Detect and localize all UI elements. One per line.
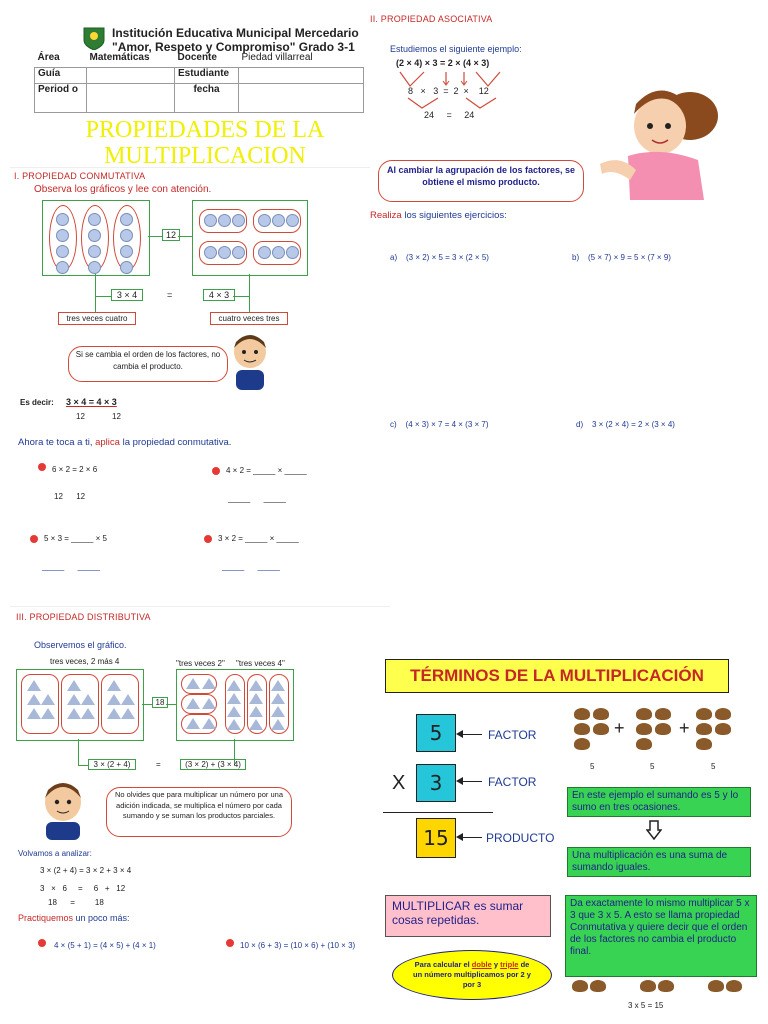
divider: [10, 606, 390, 607]
exercise-2-blanks[interactable]: _____ _____: [228, 494, 286, 503]
info-conmutativa: Da exactamente lo mismo multiplicar 5 x 3 que 3 x 5. A esto se llama propiedad Conmutativa y quiere decir que el orden de los factores no cambia el producto final.: [565, 895, 757, 977]
down-arrow-icon: [646, 820, 662, 845]
bullet-icon: [212, 467, 220, 475]
cell-guia-value[interactable]: [87, 68, 175, 84]
plus-sign: +: [614, 718, 625, 738]
institution-motto: "Amor, Respeto y Compromiso" Grado 3-1: [112, 40, 355, 54]
label-tres-veces-2: "tres veces 2": [176, 659, 225, 668]
practice-1: 4 × (5 + 1) = (4 × 5) + (4 × 1): [54, 941, 156, 950]
asociativa-exercise-c[interactable]: c) (4 × 3) × 7 = 4 × (3 × 7): [390, 420, 489, 429]
distributiva-heading: III. PROPIEDAD DISTRIBUTIVA: [16, 612, 151, 622]
asociativa-exercise-a[interactable]: a) (3 × 2) × 5 = 3 × (2 × 5): [390, 253, 489, 262]
bullet-icon: [204, 535, 212, 543]
groups-right-box: [192, 200, 308, 276]
exercise-2[interactable]: 4 × 2 = _____ × _____: [226, 466, 307, 475]
cell-area: Área: [37, 52, 60, 63]
page-title: PROPIEDADES DE LA MULTIPLICACION: [85, 117, 325, 163]
distributiva-line-1: 3 × (2 + 4) = 3 × 2 + 3 × 4: [40, 866, 132, 875]
exercise-1-result: 12 12: [54, 492, 86, 501]
label-cuatro-veces-tres: cuatro veces tres: [210, 312, 288, 325]
factor-1-box: 5: [416, 714, 456, 752]
conmutativa-intro: Observa los gráficos y lee con atención.: [34, 184, 212, 195]
volvamos-label: Volvamos a analizar:: [18, 849, 92, 858]
es-decir-eq: 3 × 4 = 4 × 3: [66, 397, 117, 407]
conmutativa-heading: I. PROPIEDAD CONMUTATIVA: [14, 171, 146, 181]
bullet-icon: [38, 463, 46, 471]
bullet-icon: [226, 939, 234, 947]
conmutativa-speech-bubble: Si se cambia el orden de los factores, no cambia el producto.: [68, 346, 228, 382]
count-1: 5: [590, 762, 595, 771]
cell-estudiante: Estudiante: [175, 68, 239, 84]
asociativa-eq3: 24 = 24: [424, 110, 475, 120]
count-3: 5: [711, 762, 716, 771]
factor-1-label: FACTOR: [488, 728, 537, 742]
product-box: 15: [416, 818, 456, 858]
es-decir-res-left: 12: [76, 412, 85, 421]
factor-2-label: FACTOR: [488, 775, 537, 789]
exercise-1: 6 × 2 = 2 × 6: [52, 465, 98, 474]
practiquemos-label: Practiquemos un poco más:: [18, 913, 130, 923]
asociativa-intro: Estudiemos el siguiente ejemplo:: [390, 44, 522, 54]
label-tres-veces-2-mas-4: tres veces, 2 más 4: [50, 657, 120, 666]
info-doble-triple: Para calcular el doble y triple de un número multiplicamos por 2 y por 3: [392, 950, 552, 1000]
exercise-3[interactable]: 5 × 3 = _____ × 5: [44, 534, 107, 543]
factor-2-box: 3: [416, 764, 456, 802]
distributiva-intro: Observemos el gráfico.: [34, 640, 127, 650]
conmutativa-prompt: Ahora te toca a ti, aplica la propiedad conmutativa.: [18, 437, 232, 448]
asociativa-exercise-b[interactable]: b) (5 × 7) × 9 = 5 × (7 × 9): [572, 253, 671, 262]
school-logo: [82, 26, 106, 50]
label-tres-veces-cuatro: tres veces cuatro: [58, 312, 136, 325]
asociativa-exercise-d[interactable]: d) 3 × (2 × 4) = 2 × (3 × 4): [576, 420, 675, 429]
distributiva-right-box: [176, 669, 294, 741]
cell-periodo-value[interactable]: [87, 84, 175, 113]
bird-row: [572, 980, 742, 992]
distributiva-line-3: 18 = 18: [48, 898, 104, 907]
divider: [10, 167, 370, 168]
product-line: [383, 812, 493, 813]
cell-fecha: fecha: [175, 84, 239, 113]
cell-teacher: Piedad villarreal: [241, 52, 313, 63]
expr-equals: =: [167, 290, 173, 300]
groups-left-box: [42, 200, 150, 276]
es-decir-label: Es decir:: [20, 398, 54, 407]
plus-sign: +: [679, 718, 690, 738]
boy-character: [228, 334, 272, 390]
cell-subject: Matemáticas: [89, 52, 150, 63]
multiply-sign: X: [392, 772, 406, 794]
distributiva-equals: =: [156, 760, 161, 769]
product-label: PRODUCTO: [486, 831, 555, 845]
distributiva-total: 18: [152, 697, 168, 708]
distributiva-expr-right: (3 × 2) + (3 × 4): [180, 759, 246, 770]
conmutativa-total: 12: [162, 229, 180, 241]
asociativa-speech-bubble: Al cambiar la agrupación de los factores, se obtiene el mismo producto.: [378, 160, 584, 202]
info-suma-iguales: Una multiplicación es una suma de sumando iguales.: [567, 847, 751, 877]
girl-character: [590, 84, 730, 200]
header-table: [34, 52, 364, 113]
distributiva-speech-bubble: No olvides que para multiplicar un número por una adición indicada, se multiplica el número por cada sumando y se suman los productos parciales.: [106, 787, 292, 837]
bullet-icon: [38, 939, 46, 947]
exercise-4[interactable]: 3 × 2 = _____ × _____: [218, 534, 299, 543]
label-tres-veces-4: "tres veces 4": [236, 659, 285, 668]
es-decir-res-right: 12: [112, 412, 121, 421]
info-sumando: En este ejemplo el sumando es 5 y lo sumo en tres ocasiones.: [567, 787, 751, 817]
info-multiplicar: MULTIPLICAR es sumar cosas repetidas.: [385, 895, 551, 937]
institution-name: Institución Educativa Municipal Mercedario: [112, 26, 359, 40]
asociativa-prompt: Realiza los siguientes ejercicios:: [370, 210, 507, 221]
count-2: 5: [650, 762, 655, 771]
expr-left: 3 × 4: [111, 289, 143, 301]
exercise-3-blanks[interactable]: _____ _____: [42, 562, 100, 571]
distributiva-left-box: [16, 669, 144, 741]
cell-periodo: Period o: [35, 84, 87, 113]
result-equation: 3 x 5 = 15: [628, 1001, 664, 1010]
cell-student-value[interactable]: [239, 68, 364, 84]
practice-2: 10 × (6 + 3) = (10 × 6) + (10 × 3): [240, 941, 356, 950]
cell-date-value[interactable]: [239, 84, 364, 113]
asociativa-eq: (2 × 4) × 3 = 2 × (4 × 3): [396, 58, 490, 68]
terminos-title: TÉRMINOS DE LA MULTIPLICACIÓN: [385, 659, 729, 693]
distributiva-expr-left: 3 × (2 + 4): [88, 759, 136, 770]
bullet-icon: [30, 535, 38, 543]
bird-group-2: [636, 708, 676, 750]
exercise-4-blanks[interactable]: _____ _____: [222, 562, 280, 571]
boy-character-2: [38, 780, 88, 840]
cell-guia: Guía: [35, 68, 87, 84]
expr-right: 4 × 3: [203, 289, 235, 301]
distributiva-line-2: 3 × 6 = 6 + 12: [40, 884, 126, 893]
bird-group-3: [696, 708, 736, 750]
asociativa-eq2: 8 × 3 = 2 × 12: [408, 86, 489, 96]
cell-docente: Docente: [177, 52, 217, 63]
asociativa-arrows-2: [404, 96, 504, 110]
bird-group-1: [574, 708, 614, 750]
asociativa-heading: II. PROPIEDAD ASOCIATIVA: [370, 14, 493, 24]
